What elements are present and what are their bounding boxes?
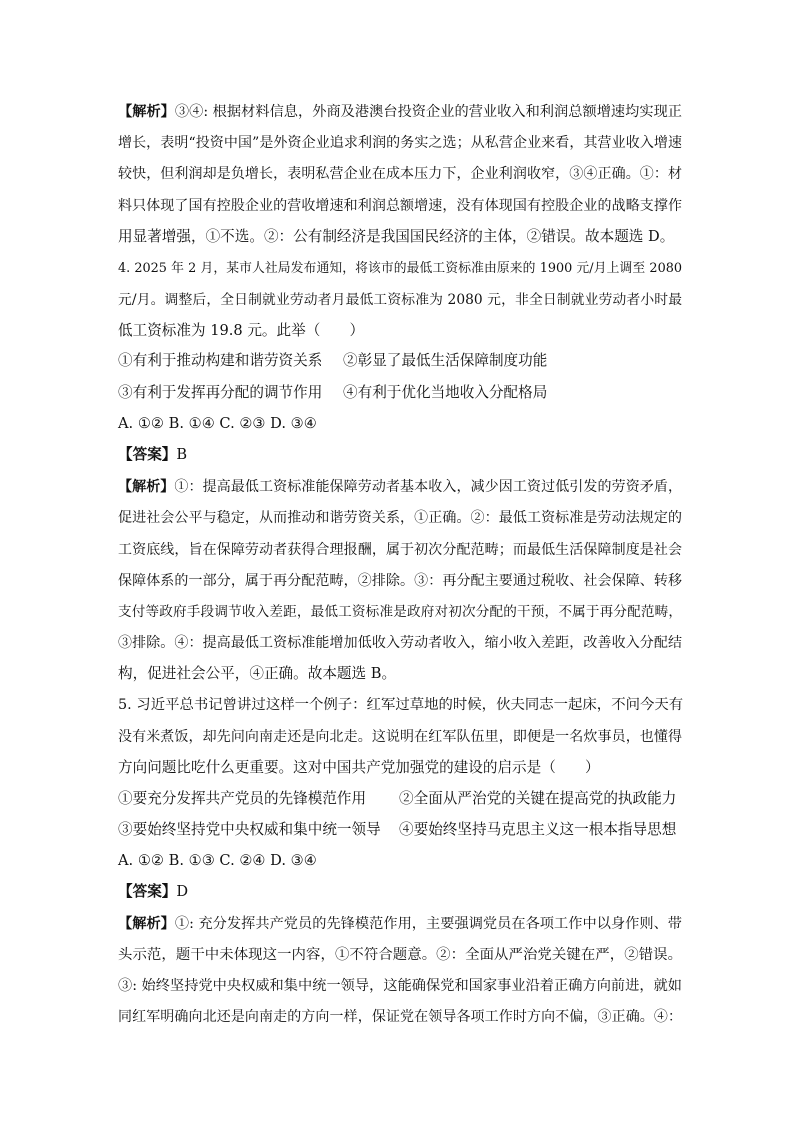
q5-option-4: ④要始终坚持马克思主义这一根本指导思想 [399, 821, 677, 838]
q5-option-3: ③要始终坚持党中央权威和集中统一领导 [118, 821, 381, 838]
q3-analysis-line-5: 用显著增强，①不选。②：公有制经济是我国国民经济的主体，②错误。故本题选 D。 [118, 228, 675, 245]
q5-option-2: ②全面从严治党的关键在提高党的执政能力 [399, 790, 677, 807]
q5-answer: 【答案】D [118, 883, 189, 900]
q5-stem-line-3: 方向问题比吃什么更重要。这对中国共产党加强党的建设的启示是（ ） [118, 759, 600, 776]
q4-option-2: ②彰显了最低生活保障制度功能 [343, 352, 548, 369]
q4-analysis-line-3: 工资底线，旨在保障劳动者获得合理报酬，属于初次分配范畴；而最低生活保障制度是社会 [118, 542, 682, 558]
q4-option-3: ③有利于发挥再分配的调节作用 [118, 384, 323, 401]
q4-answer: 【答案】B [118, 446, 188, 463]
section-marker: 【解析】 [118, 916, 175, 932]
section-marker: 【答案】 [118, 883, 177, 900]
q4-stem-line-1: 4. 2025 年 2 月，某市人社局发布通知，将该市的最低工资标准由原来的 1900 元/月上调至 2080 [118, 261, 682, 276]
q5-choices: A. ①② B. ①③ C. ②④ D. ③④ [118, 852, 317, 869]
q5-stem-line-2: 没有米煮饭，却先问向南走还是向北走。这说明在红军队伍里，即便是一名炊事员，也懂得 [118, 729, 682, 745]
q4-stem-line-2: 元/月。调整后，全日制就业劳动者月最低工资标准为 2080 元，非全日制就业劳动者小时最 [118, 292, 682, 308]
section-marker: 【解析】 [118, 104, 175, 120]
section-marker: 【答案】 [118, 446, 177, 463]
q4-analysis-line-1: 【解析】①：提高最低工资标准能保障劳动者基本收入，减少因工资过低引发的劳资矛盾， [118, 479, 683, 495]
section-marker: 【解析】 [118, 479, 175, 495]
q5-stem-line-1: 5. 习近平总书记曾讲过这样一个例子：红军过草地的时候，伙夫同志一起床，不问今天有 [118, 697, 684, 713]
q4-analysis-line-4: 保障体系的一部分，属于再分配范畴，②排除。③：再分配主要通过税收、社会保障、转移 [118, 573, 682, 589]
q5-analysis-line-3: ③: 始终坚持党中央权威和集中统一领导，这能确保党和国家事业沿着正确方向前进，就如 [118, 978, 682, 994]
q3-analysis-line-2: 增长，表明“投资中国”是外资企业追求利润的务实之选；从私营企业来看，其营业收入增速 [118, 135, 682, 151]
q4-analysis-line-5: 支付等政府手段调节收入差距，最低工资标准是政府对初次分配的干预，不属于再分配范畴， [118, 604, 682, 620]
q5-analysis-line-2: 头示范，题干中未体现这一内容，①不符合题意。②：全面从严治党关键在严，②错误。 [118, 947, 682, 963]
q3-analysis-line-1: 【解析】③④: 根据材料信息，外商及港澳台投资企业的营业收入和利润总额增速均实现正 [118, 104, 682, 120]
q4-analysis-line-2: 促进社会公平与稳定，从而推动和谐劳资关系，①正确。②：最低工资标准是劳动法规定的 [118, 510, 682, 526]
q4-option-4: ④有利于优化当地收入分配格局 [343, 384, 548, 401]
q3-analysis-line-4: 料只体现了国有控股企业的营收增速和利润总额增速，没有体现国有控股企业的战略支撑作 [118, 198, 682, 214]
q4-stem-line-3: 低工资标准为 19.8 元。此举（ ） [118, 322, 365, 339]
q3-analysis-line-3: 较快，但利润却是负增长，表明私营企业在成本压力下，企业利润收窄，③④正确。①：材 [118, 166, 682, 182]
q4-analysis-line-7: 构，促进社会公平，④正确。故本题选 B。 [118, 665, 397, 682]
q4-option-1: ①有利于推动构建和谐劳资关系 [118, 352, 323, 369]
q4-analysis-line-6: ③排除。④：提高最低工资标准能增加低收入劳动者收入，缩小收入差距，改善收入分配结 [118, 635, 682, 651]
q5-option-1: ①要充分发挥共产党员的先锋模范作用 [118, 790, 367, 807]
q5-analysis-line-4: 同红军明确向北还是向南走的方向一样，保证党在领导各项工作时方向不偏，③正确。④： [118, 1009, 682, 1025]
q5-analysis-line-1: 【解析】①: 充分发挥共产党员的先锋模范作用，主要强调党员在各项工作中以身作则、带 [118, 916, 682, 932]
q4-choices: A. ①② B. ①④ C. ②③ D. ③④ [118, 415, 317, 432]
